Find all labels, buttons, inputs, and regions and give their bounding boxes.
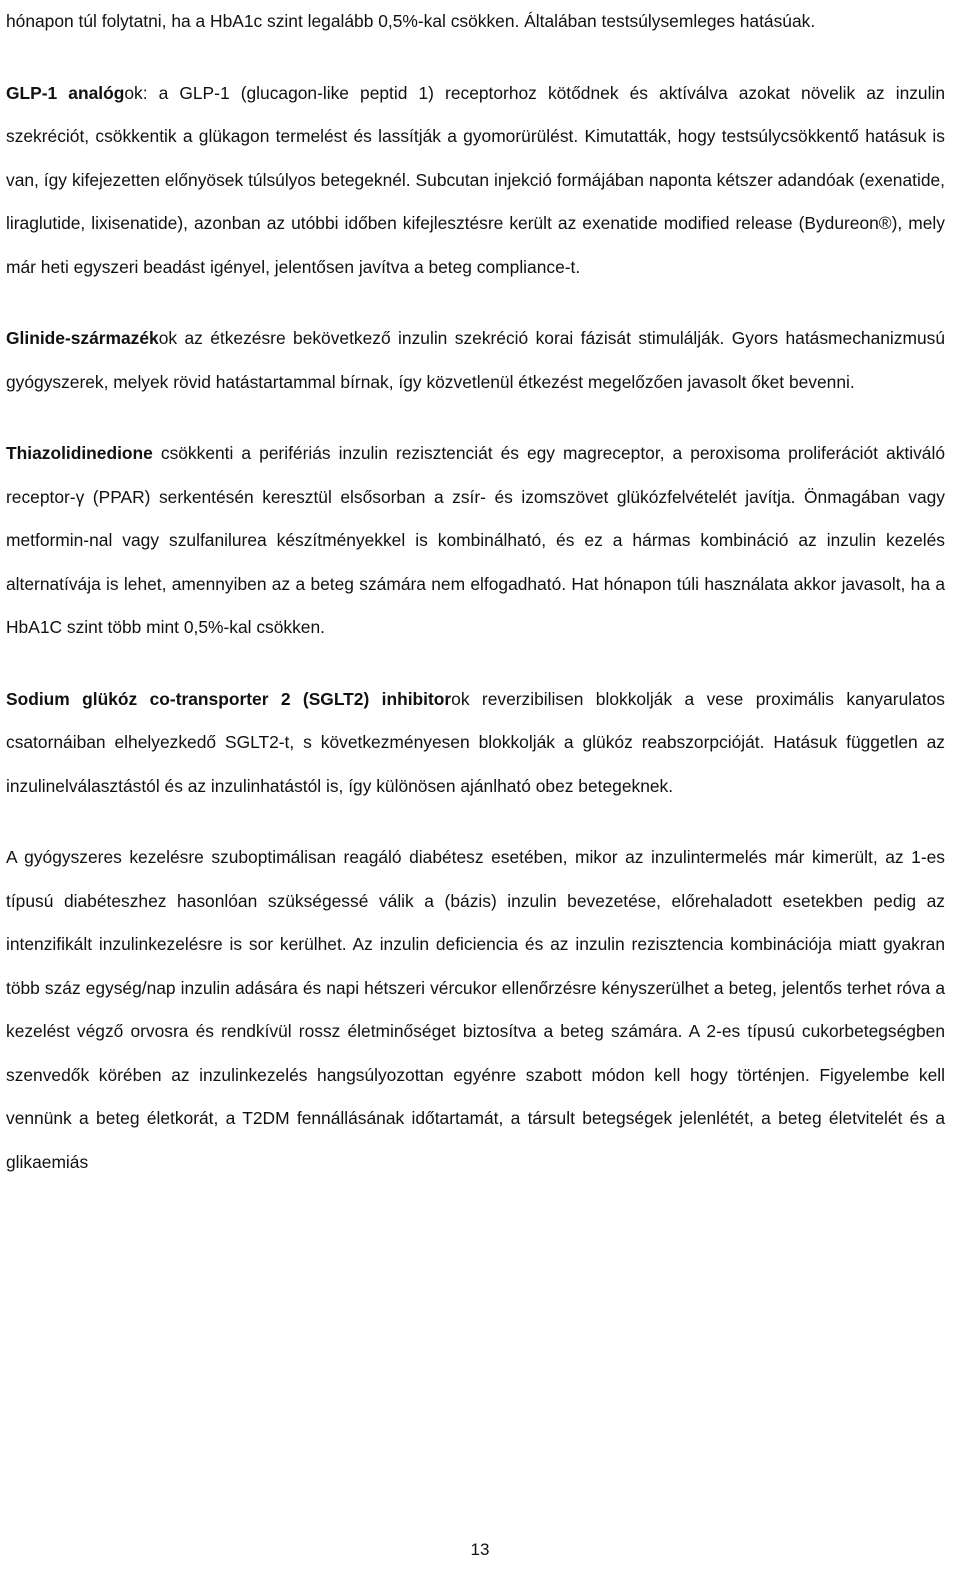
paragraph-sglt2 bbox=[6, 678, 945, 809]
paragraph-thiazolidinedione bbox=[6, 432, 945, 650]
term-glp1: GLP-1 analóg bbox=[6, 82, 125, 103]
term-glinide: Glinide-származék bbox=[6, 328, 159, 348]
paragraph-continuation: hónapon túl folytatni, ha a HbA1c szint legalább 0,5%-kal csökken. Általában testsúlysemleges hatásúak. bbox=[6, 11, 816, 31]
paragraph-glp1-text: ok: a GLP-1 (glucagon-like peptid 1) receptorhoz kötődnek és aktíválva azokat növelik az inzulin szekréciót, csökkentik a glükagon termelést és lassítják a gyomorürülést. Kimutatták, hogy testsúlycsökkentő hatásuk is van, így kifejezetten előnyösek túlsúlyos betegeknél. Subcutan injekció formájában naponta kétszer adandóak (exenatide, liraglutide, lixisenatide), azonban az utóbbi időben kifejlesztésre került az exenatide modified release (Bydureon®), mely már heti egyszeri beadást igényel, jelentősen javítva a beteg compliance-t. bbox=[6, 82, 946, 277]
paragraph-insulin-therapy: A gyógyszeres kezelésre szuboptimálisan reagáló diabétesz esetében, mikor az inzulintermelés már kimerült, az 1-es típusú diabéteszhez hasonlóan szükségessé válik a (bázis) inzulin bevezetése, előrehaladott esetekben pedig az intenzifikált inzulinkezelésre is sor kerülhet. Az inzulin deficiencia és az inzulin rezisztencia kombinációja miatt gyakran több száz egység/nap inzulin adására és napi hétszeri vércukor ellenőrzésre kényszerülhet a beteg, jelentős terhet róva a kezelést végző orvosra és rendkívül rossz életminőséget biztosítva a beteg számára. A 2-es típusú cukorbetegségben szenvedők körében az inzulinkezelés hangsúlyozottan egyénre szabott módon kell hogy történjen. Figyelembe kell vennünk a beteg életkorát, a T2DM fennállásának időtartamát, a társult betegségek jelenlétét, a beteg életvitelét és a glikaemiás bbox=[6, 847, 945, 1172]
term-sglt2: Sodium glükóz co-transporter 2 (SGLT2) inhibitor bbox=[6, 688, 452, 709]
paragraph-sglt2-text: ok reverzibilisen blokkolják a vese proximális kanyarulatos csatornáiban elhelyezkedő SGLT2-t, s következményesen blokkolják a glükóz reabszorpcióját. Hatásuk független az inzulinelválasztástól és az inzulinhatástól is, így különösen ajánlható obez betegeknek. bbox=[6, 688, 945, 796]
term-thiazolidinedione: Thiazolidinedione bbox=[6, 443, 153, 463]
paragraph-glinide bbox=[6, 317, 945, 404]
page-number: 13 bbox=[470, 1540, 490, 1559]
paragraph-glinide-text: ok az étkezésre bekövetkező inzulin szekréció korai fázisát stimulálják. Gyors hatásmechanizmusú gyógyszerek, melyek rövid hatástartammal bírnak, így közvetlenül étkezést megelőzően javasolt őket bevenni. bbox=[6, 328, 945, 392]
paragraph-thiazolidinedione-text: csökkenti a perifériás inzulin rezisztenciát és egy magreceptor, a peroxisoma proliferációt aktiváló receptor-γ (PPAR) serkentésén keresztül elsősorban a zsír- és izomszövet glükózfelvételét javítja. Önmagában vagy metformin-nal vagy szulfanilurea készítményekkel is kombinálható, és ez a hármas kombináció az inzulin kezelés alternatívája is lehet, amennyiben az a beteg számára nem elfogadható. Hat hónapon túli használata akkor javasolt, ha a HbA1C szint több mint 0,5%-kal csökken. bbox=[6, 443, 945, 637]
paragraph-glp1 bbox=[6, 72, 945, 290]
